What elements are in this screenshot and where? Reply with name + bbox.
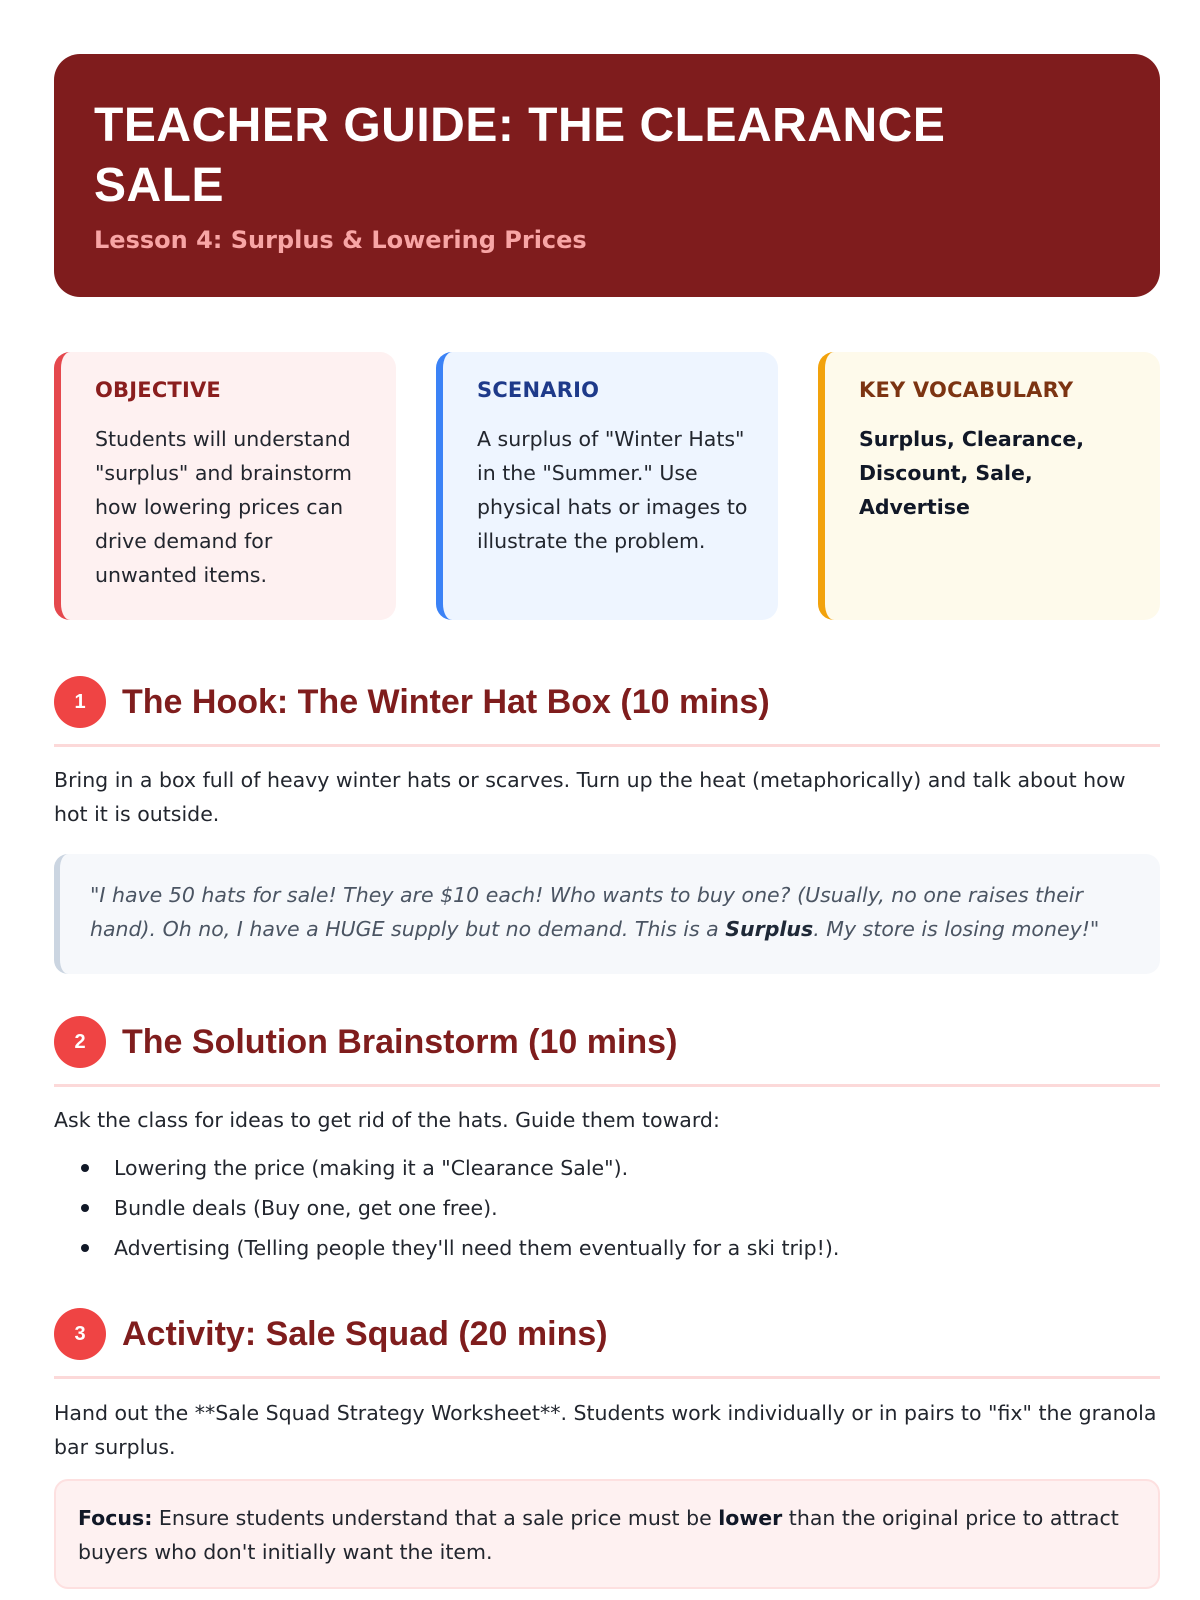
section-3-title: Activity: Sale Squad (20 mins) <box>122 1315 608 1353</box>
page-title: TEACHER GUIDE: THE CLEARANCE SALE <box>94 99 946 212</box>
list-item <box>54 1228 1160 1268</box>
bullet-icon <box>81 1164 89 1172</box>
objective-title: OBJECTIVE <box>95 378 221 402</box>
key-vocabulary-text: Surplus, Clearance, Discount, Sale, Advertise <box>859 427 1085 519</box>
focus-keyword: lower <box>718 1506 783 1530</box>
list-item-text: Lowering the price (making it a "Clearance Sale"). <box>114 1156 629 1180</box>
focus-text: Ensure students understand that a sale price must be <box>152 1506 719 1530</box>
focus-callout <box>54 1479 1160 1589</box>
section-1-text: Bring in a box full of heavy winter hats or scarves. Turn up the heat (metaphorically) and talk about how hot it is outside. <box>54 768 1126 826</box>
quote-keyword: Surplus <box>725 917 814 941</box>
scenario-title: SCENARIO <box>477 378 600 402</box>
scenario-card <box>436 352 778 620</box>
section-1-heading <box>54 676 1160 747</box>
section-2-text: Ask the class for ideas to get rid of the hats. Guide them toward: <box>54 1108 720 1132</box>
section-2-heading <box>54 1016 1160 1087</box>
focus-text-end: than the original price to attract buyers who don't initially want the item. <box>78 1506 1119 1564</box>
solution-list <box>54 1148 1160 1268</box>
list-item <box>54 1148 1160 1188</box>
section-2-title: The Solution Brainstorm (10 mins) <box>122 1023 678 1061</box>
page-subtitle: Lesson 4: Surplus & Lowering Prices <box>94 226 587 254</box>
step-number-badge: 2 <box>54 1016 106 1068</box>
key-vocabulary-title: KEY VOCABULARY <box>859 378 1074 402</box>
header-banner <box>54 54 1160 297</box>
quote-text-end: . My store is losing money!" <box>813 917 1100 941</box>
objective-card <box>54 352 396 620</box>
info-cards <box>54 352 1160 622</box>
list-item-text: Bundle deals (Buy one, get one free). <box>114 1196 498 1220</box>
quote-text: "I have 50 hats for sale! They are $10 each! Who wants to buy one? (Usually, no one raises their hand). Oh no, I have a HUGE supply but no demand. This is a <box>90 883 1083 941</box>
step-number-badge: 1 <box>54 676 106 728</box>
bullet-icon <box>81 1244 89 1252</box>
list-item-text: Advertising (Telling people they'll need them eventually for a ski trip!). <box>114 1236 840 1260</box>
objective-text: Students will understand "surplus" and brainstorm how lowering prices can drive demand for unwanted items. <box>95 427 352 587</box>
bullet-icon <box>81 1204 89 1212</box>
section-1-title: The Hook: The Winter Hat Box (10 mins) <box>122 683 770 721</box>
section-3-heading <box>54 1308 1160 1379</box>
list-item <box>54 1188 1160 1228</box>
scenario-text: A surplus of "Winter Hats" in the "Summer." Use physical hats or images to illustrate the problem. <box>477 427 748 553</box>
section-3-text: Hand out the **Sale Squad Strategy Worksheet**. Students work individually or in pairs to "fix" the granola bar surplus. <box>54 1401 1157 1459</box>
focus-label: Focus: <box>78 1506 153 1530</box>
teacher-script-quote <box>54 854 1160 974</box>
key-vocabulary-card <box>818 352 1160 620</box>
step-number-badge: 3 <box>54 1308 106 1360</box>
